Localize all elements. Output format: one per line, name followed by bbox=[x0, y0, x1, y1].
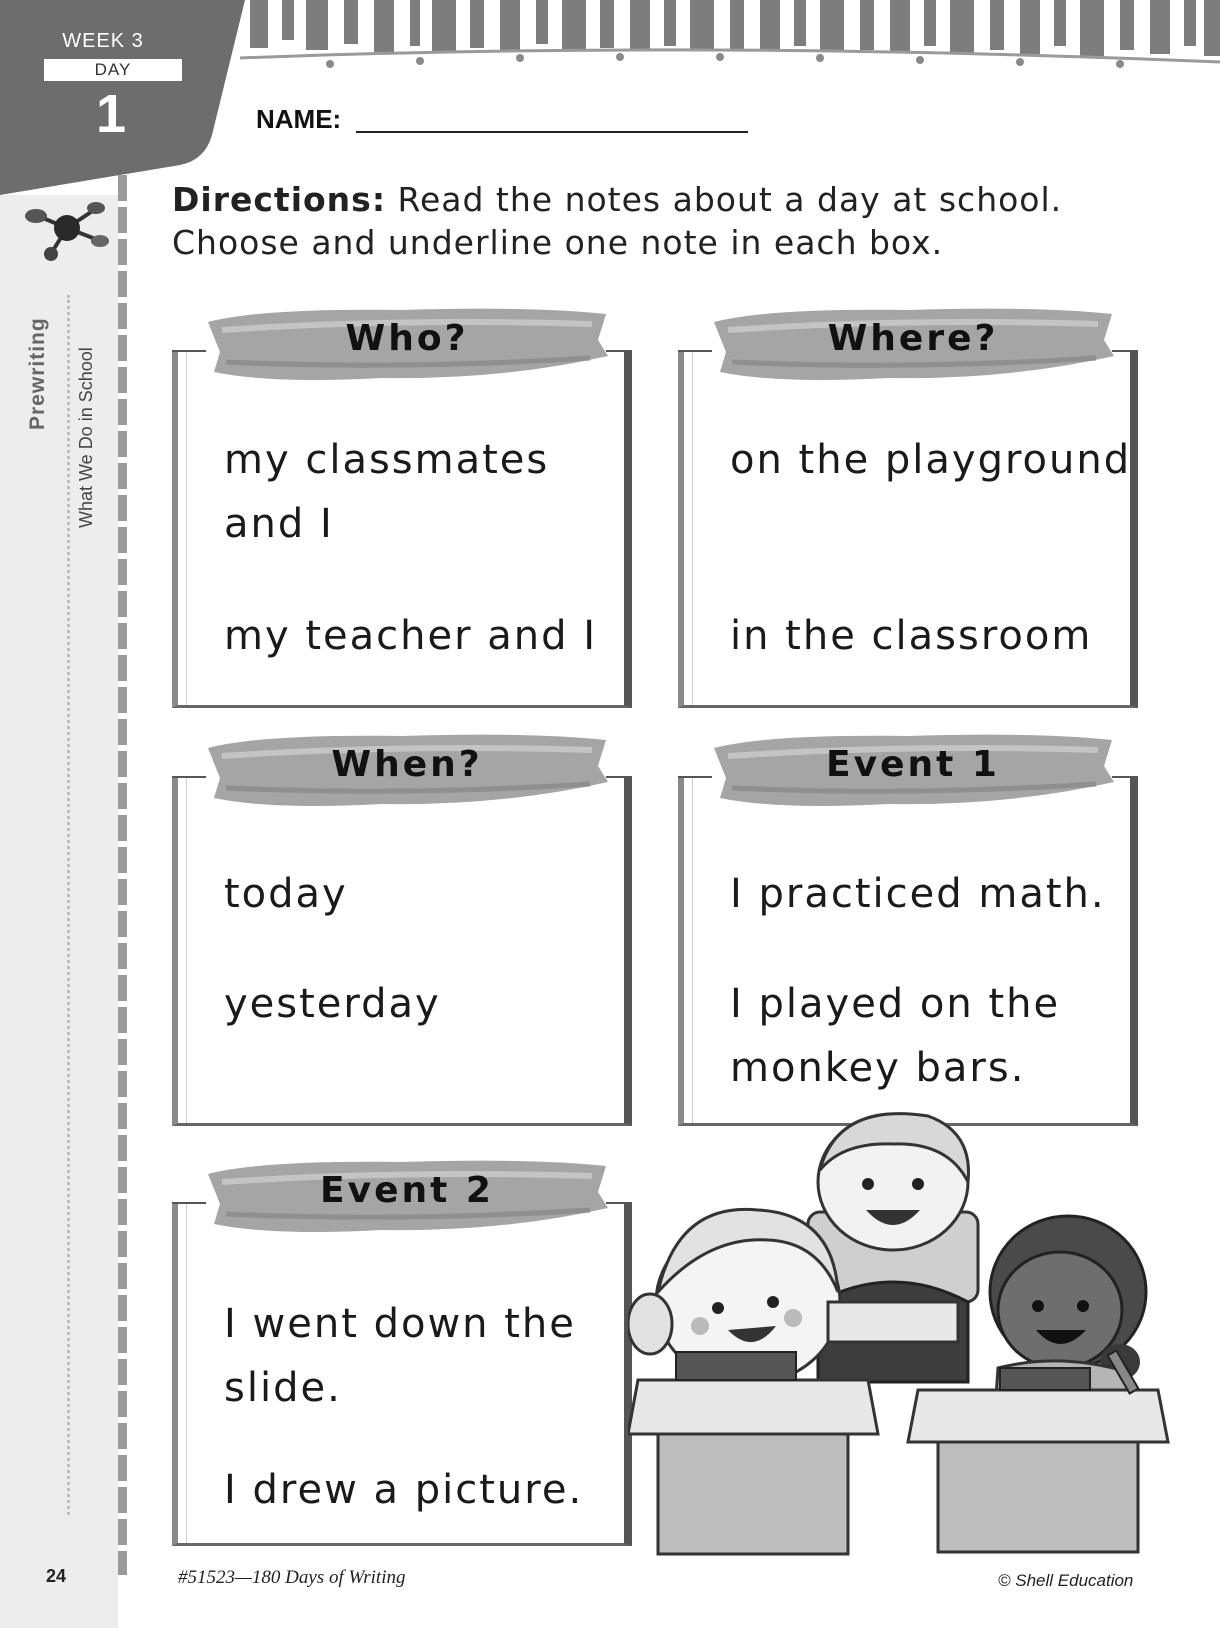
who-box bbox=[172, 300, 632, 708]
event-2-note-2[interactable]: I drew a picture. bbox=[224, 1467, 584, 1513]
where-note-2[interactable]: in the classroom bbox=[730, 613, 1093, 659]
directions bbox=[172, 178, 1182, 264]
where-box bbox=[678, 300, 1138, 708]
name-field-line[interactable] bbox=[356, 131, 748, 133]
sidebar-dashed-edge bbox=[118, 175, 127, 1575]
who-header: Who? bbox=[345, 318, 469, 359]
name-label: NAME: bbox=[256, 104, 342, 134]
where-note-1[interactable]: on the playground bbox=[730, 437, 1132, 483]
event-2-box bbox=[172, 1152, 632, 1546]
page-number: 24 bbox=[46, 1566, 67, 1586]
sidebar-dotted-line bbox=[67, 295, 70, 1515]
day-number: 1 bbox=[95, 84, 127, 144]
week-day-tab bbox=[0, 0, 245, 195]
where-header: Where? bbox=[827, 318, 999, 359]
who-note-2[interactable]: my teacher and I bbox=[224, 613, 598, 659]
when-header: When? bbox=[331, 744, 483, 785]
event-2-note-1[interactable]: I went down the slide. bbox=[224, 1301, 576, 1411]
directions-label: Directions: bbox=[172, 180, 387, 219]
event-1-note-2[interactable]: I played on the monkey bars. bbox=[730, 981, 1061, 1091]
topic-label: What We Do in School bbox=[76, 347, 96, 528]
when-note-1[interactable]: today bbox=[224, 871, 348, 917]
molecule-icon bbox=[24, 198, 110, 264]
book-title-footer: #51523—180 Days of Writing bbox=[178, 1567, 406, 1588]
directions-text: Read the notes about a day at school. Choose and underline one note in each box. bbox=[172, 180, 1063, 262]
skill-label: Prewriting bbox=[26, 317, 49, 430]
event-1-note-1[interactable]: I practiced math. bbox=[730, 871, 1106, 917]
left-sidebar bbox=[0, 195, 118, 1628]
when-note-2[interactable]: yesterday bbox=[224, 981, 441, 1027]
event-2-header: Event 2 bbox=[320, 1170, 494, 1211]
day-label: DAY bbox=[44, 59, 182, 81]
when-box bbox=[172, 726, 632, 1126]
event-1-header: Event 1 bbox=[826, 744, 1000, 785]
event-1-box bbox=[678, 726, 1138, 1126]
box-frame bbox=[172, 778, 632, 1126]
copyright-footer: © Shell Education bbox=[998, 1571, 1134, 1590]
children-illustration bbox=[628, 1112, 1188, 1588]
who-note-1[interactable]: my classmates and I bbox=[224, 437, 550, 547]
week-label: WEEK 3 bbox=[62, 30, 144, 52]
